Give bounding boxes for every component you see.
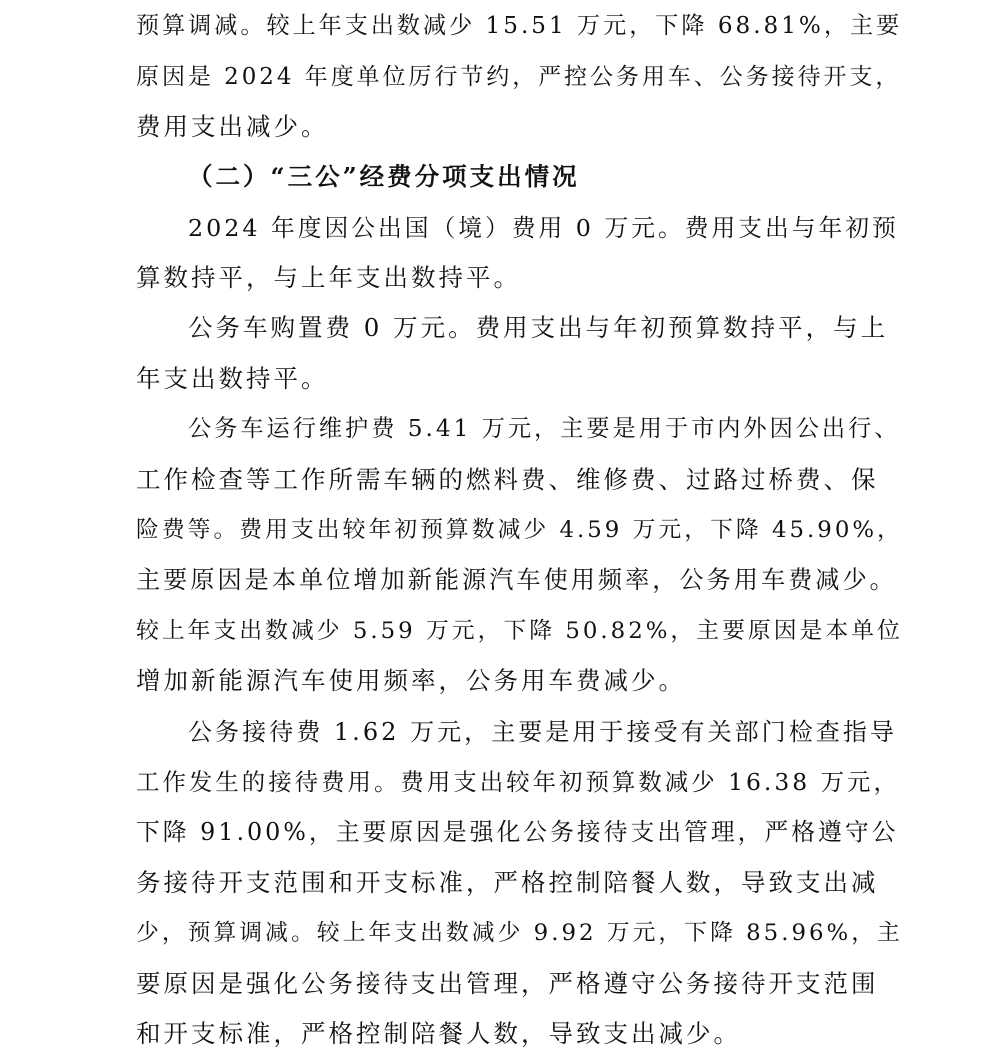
- text-line: 原因是 2024 年度单位厉行节约，严控公务用车、公务接待开支，: [136, 64, 902, 90]
- text-line: 和开支标准，严格控制陪餐人数，导致支出减少。: [136, 1019, 741, 1048]
- text-line: 费用支出减少。: [136, 112, 329, 141]
- text-line: 公务车购置费 0 万元。费用支出与年初预算数持平，与上: [188, 313, 889, 342]
- text-line: 工作检查等工作所需车辆的燃料费、维修费、过路过桥费、保: [136, 465, 879, 494]
- text-line: 算数持平，与上年支出数持平。: [136, 263, 521, 292]
- text-line: 务接待开支范围和开支标准，严格控制陪餐人数，导致支出减: [136, 868, 879, 897]
- text-line: 年支出数持平。: [136, 364, 329, 393]
- section-heading: （二）“三公”经费分项支出情况: [188, 162, 580, 191]
- text-line: 公务车运行维护费 5.41 万元，主要是用于市内外因公出行、: [188, 415, 901, 442]
- text-line: 下降 91.00%，主要原因是强化公务接待支出管理，严格遵守公: [136, 818, 899, 846]
- text-line: 增加新能源汽车使用频率，公务用车费减少。: [136, 666, 686, 695]
- text-line: 险费等。费用支出较年初预算数减少 4.59 万元，下降 45.90%，: [136, 517, 903, 543]
- text-line: 主要原因是本单位增加新能源汽车使用频率，公务用车费减少。: [136, 566, 897, 594]
- text-line: 预算调减。较上年支出数减少 15.51 万元，下降 68.81%，主要: [136, 13, 903, 39]
- text-line: 工作发生的接待费用。费用支出较年初预算数减少 16.38 万元，: [136, 768, 900, 796]
- text-line: 要原因是强化公务接待支出管理，严格遵守公务接待开支范围: [136, 969, 879, 998]
- text-line: 2024 年度因公出国（境）费用 0 万元。费用支出与年初预: [188, 214, 899, 242]
- text-line: 公务接待费 1.62 万元，主要是用于接受有关部门检查指导: [188, 718, 897, 746]
- text-line: 少，预算调减。较上年支出数减少 9.92 万元，下降 85.96%，主: [136, 920, 903, 946]
- text-line: 较上年支出数减少 5.59 万元，下降 50.82%，主要原因是本单位: [136, 618, 903, 644]
